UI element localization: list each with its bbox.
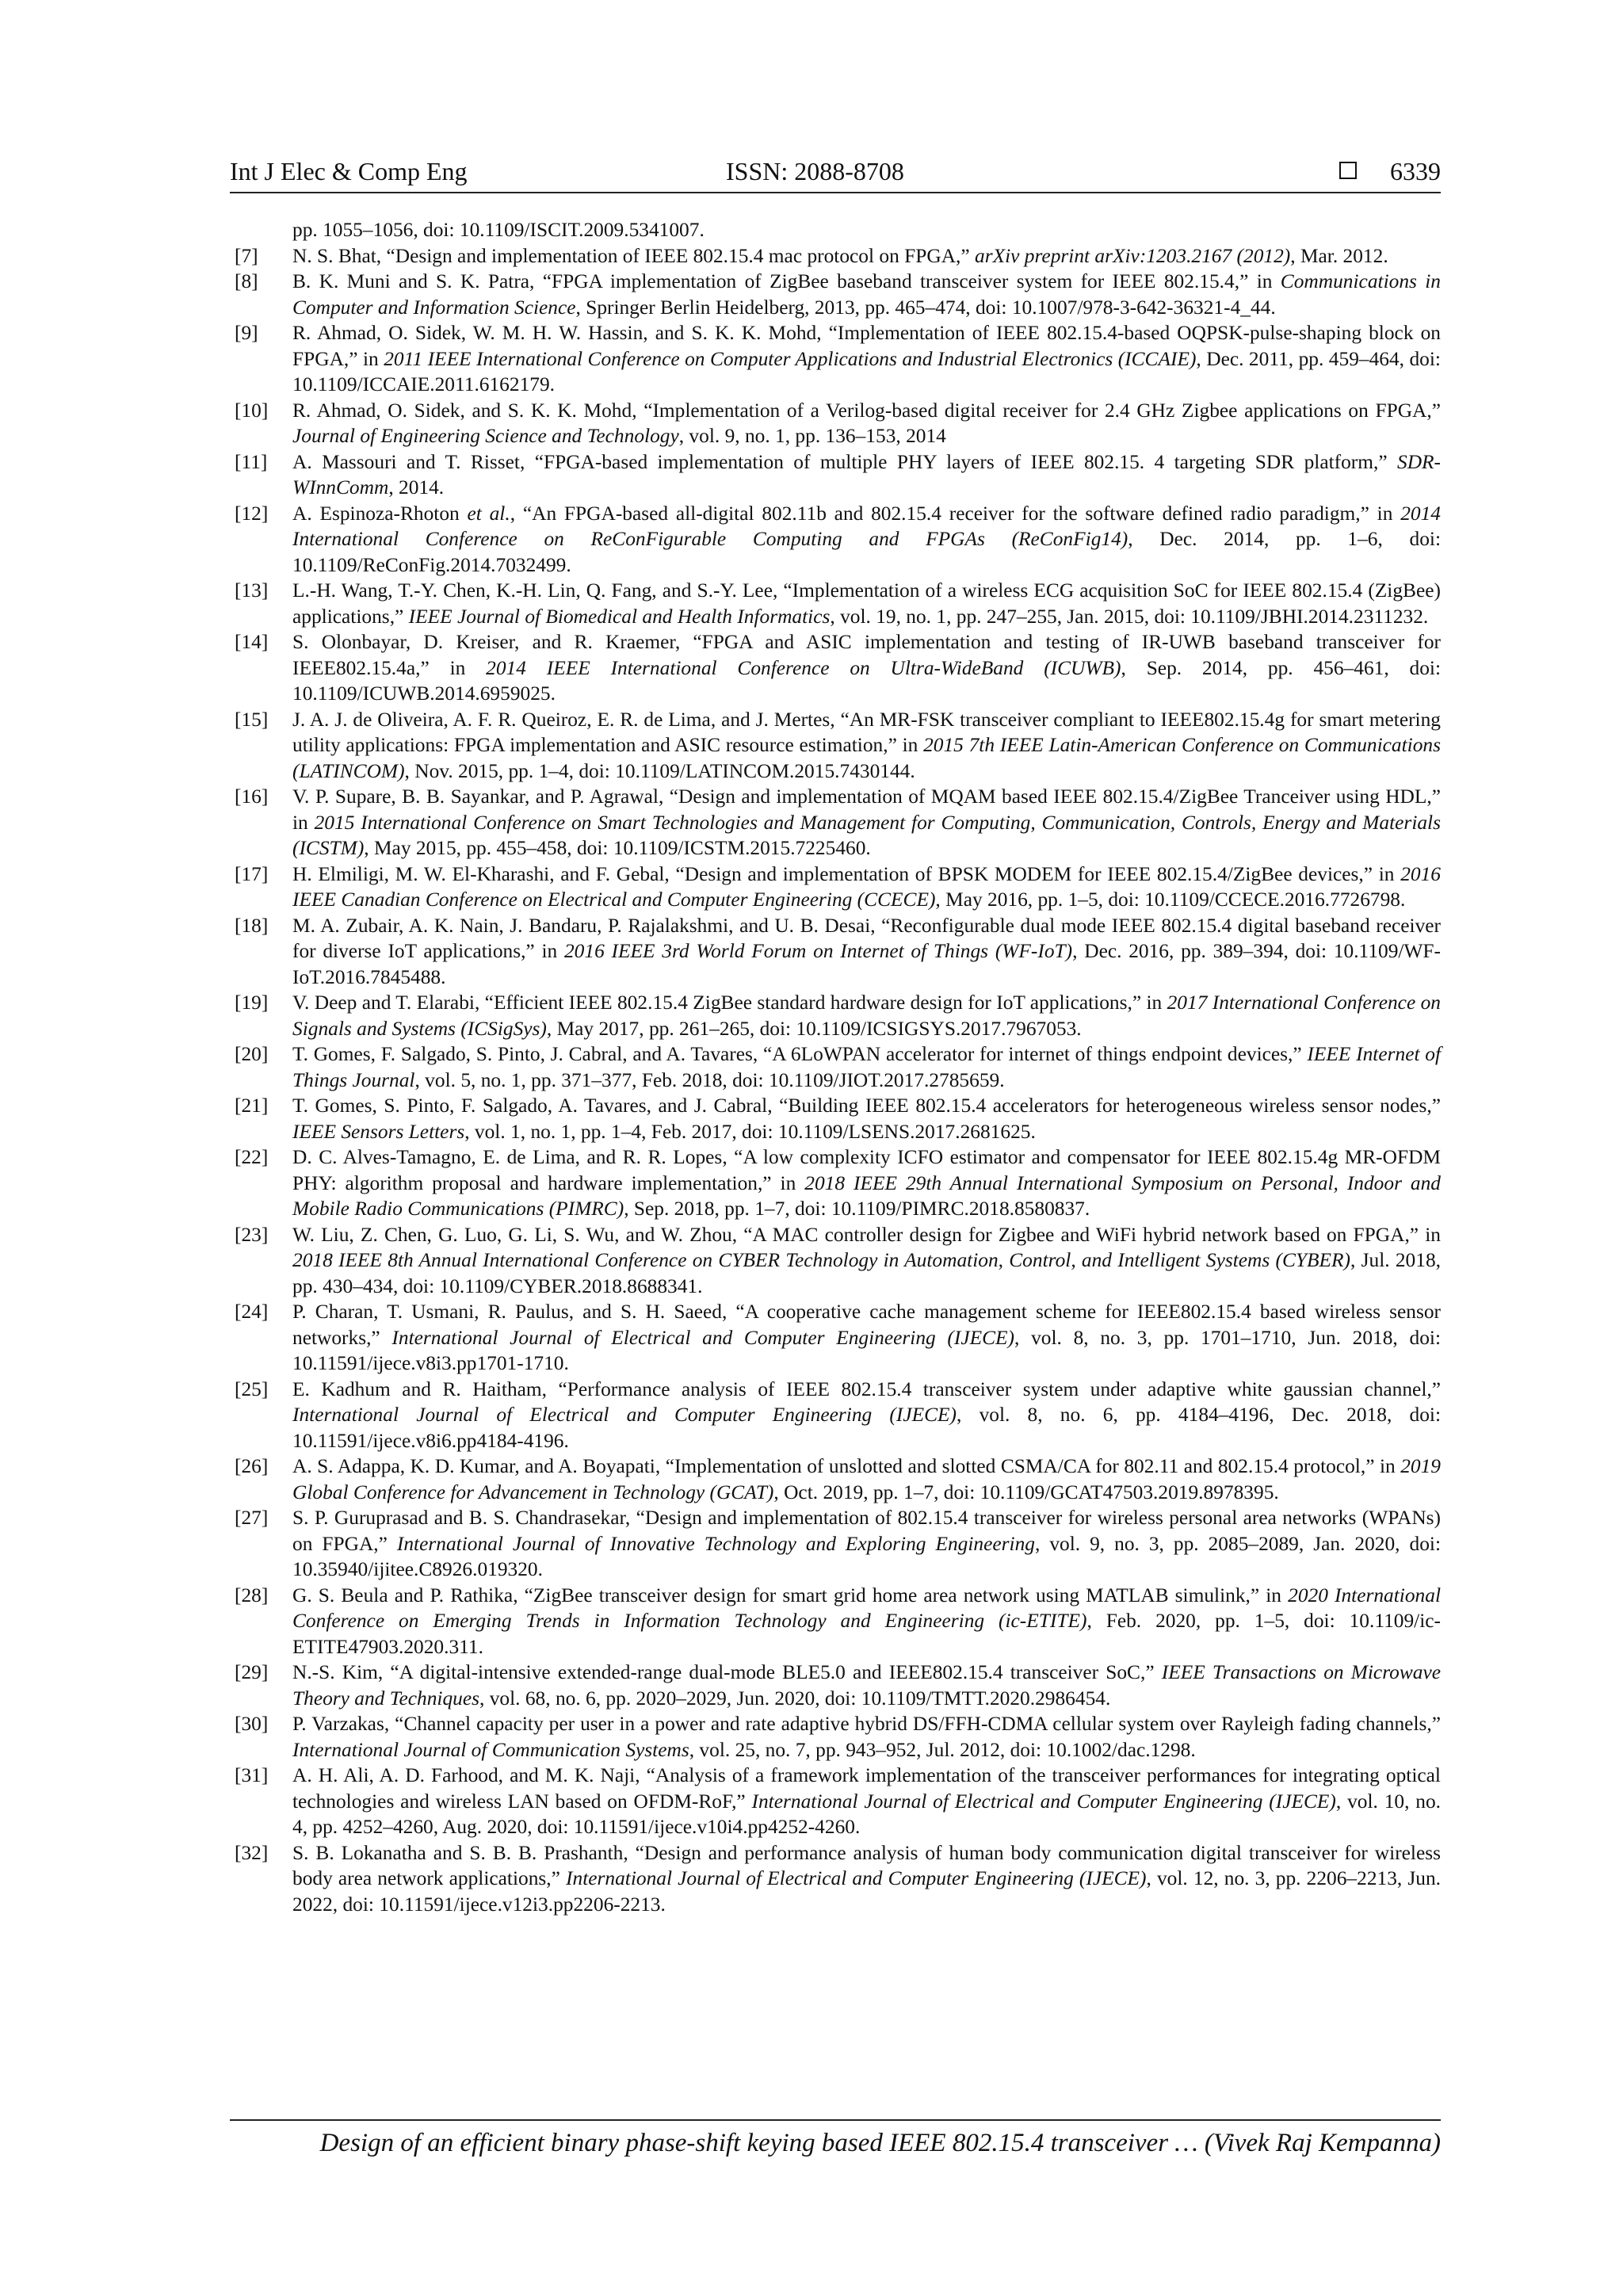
reference-text	[292, 1377, 1441, 1454]
reference-venue: International Journal of Innovative Technology and Exploring Engineering	[396, 1532, 1035, 1555]
reference-segment: , vol. 8, no. 6, pp. 4184–4196, Dec. 2018, doi: 10.11591/ijece.v8i6.pp4184-4196.	[292, 1404, 1441, 1452]
reference-number: [10]	[235, 399, 269, 422]
reference-number: [29]	[235, 1661, 269, 1683]
reference-segment: R. Ahmad, O. Sidek, W. M. H. W. Hassin, and S. K. K. Mohd, “Implementation of IEEE 802.15.4-based OQPSK-pulse-shaping block on FPGA,” in	[292, 322, 1441, 370]
reference-segment: , Jul. 2018, pp. 430–434, doi: 10.1109/CYBER.2018.8688341.	[292, 1249, 1441, 1297]
reference-entry	[230, 243, 1441, 269]
reference-segment: A. S. Adappa, K. D. Kumar, and A. Boyapati, “Implementation of unslotted and slotted CSMA/CA for 802.11 and 802.15.4 protocol,” in	[292, 1455, 1401, 1477]
reference-number: [7]	[235, 244, 258, 267]
reference-segment: L.-H. Wang, T.-Y. Chen, K.-H. Lin, Q. Fang, and S.-Y. Lee, “Implementation of a wireless ECG acquisition SoC for IEEE 802.15.4 (ZigBee) applications,”	[292, 579, 1441, 628]
reference-number: [8]	[235, 270, 258, 292]
reference-venue: International Journal of Electrical and Computer Engineering (IJECE)	[751, 1790, 1336, 1813]
reference-text	[292, 1093, 1441, 1144]
reference-text	[292, 243, 1441, 269]
reference-segment: W. Liu, Z. Chen, G. Luo, G. Li, S. Wu, and W. Zhou, “A MAC controller design for Zigbee and WiFi hybrid network based on FPGA,” in	[292, 1223, 1441, 1246]
reference-segment: V. P. Supare, B. B. Sayankar, and P. Agrawal, “Design and implementation of MQAM based IEEE 802.15.4/ZigBee Tranceiver using HDL,” in	[292, 785, 1441, 834]
reference-text	[292, 1840, 1441, 1918]
reference-number: [18]	[235, 914, 269, 937]
reference-venue: 2019 Global Conference for Advancement in Technology (GCAT)	[292, 1455, 1441, 1503]
reference-venue: arXiv preprint arXiv:1203.2167 (2012)	[975, 244, 1291, 267]
reference-number: [31]	[235, 1764, 269, 1786]
reference-text	[292, 398, 1441, 449]
reference-segment: , vol. 25, no. 7, pp. 943–952, Jul. 2012, doi: 10.1002/dac.1298.	[689, 1738, 1196, 1761]
reference-number: [12]	[235, 502, 269, 525]
reference-text	[292, 1041, 1441, 1093]
reference-entry	[230, 784, 1441, 861]
reference-segment: , vol. 8, no. 3, pp. 1701–1710, Jun. 2018, doi: 10.11591/ijece.v8i3.pp1701-1710.	[292, 1326, 1441, 1374]
reference-venue: 2017 International Conference on Signals and Systems (ICSigSys)	[292, 991, 1441, 1040]
reference-venue: 2018 IEEE 8th Annual International Conference on CYBER Technology in Automation, Control, and Intelligent Systems (CYBER)	[292, 1249, 1351, 1271]
reference-segment: T. Gomes, S. Pinto, F. Salgado, A. Tavares, and J. Cabral, “Building IEEE 802.15.4 accelerators for heterogeneous wireless sensor nodes,”	[292, 1095, 1441, 1117]
reference-number: [13]	[235, 579, 269, 602]
reference-number: [19]	[235, 991, 269, 1014]
reference-text	[292, 1505, 1441, 1583]
reference-segment: A. H. Ali, A. D. Farhood, and M. K. Naji, “Analysis of a framework implementation of the transceiver performances for integrating optical technologies and wireless LAN based on OFDM-RoF,”	[292, 1764, 1441, 1813]
reference-number: [32]	[235, 1841, 269, 1864]
reference-venue: 2015 7th IEEE Latin-American Conference on Communications (LATINCOM)	[292, 734, 1441, 782]
reference-text	[292, 629, 1441, 707]
reference-segment: R. Ahmad, O. Sidek, and S. K. K. Mohd, “Implementation of a Verilog-based digital receiver for 2.4 GHz Zigbee applications on FPGA,”	[292, 399, 1441, 422]
reference-venue: 2015 International Conference on Smart Technologies and Management for Computing, Communication, Controls, Energy and Materials (ICSTM)	[292, 811, 1441, 859]
reference-entry	[230, 449, 1441, 501]
reference-entry	[230, 861, 1441, 913]
reference-segment: , May 2016, pp. 1–5, doi: 10.1109/CCECE.2016.7726798.	[935, 888, 1406, 911]
reference-number: [30]	[235, 1713, 269, 1735]
reference-segment: , vol. 5, no. 1, pp. 371–377, Feb. 2018, doi: 10.1109/JIOT.2017.2785659.	[414, 1068, 1005, 1091]
issn: ISSN: 2088-8708	[726, 157, 904, 185]
reference-entry	[230, 1505, 1441, 1583]
reference-entry	[230, 707, 1441, 785]
reference-venue: IEEE Internet of Things Journal	[292, 1043, 1441, 1091]
page-number: 6339	[1390, 157, 1441, 185]
reference-number: [23]	[235, 1223, 269, 1246]
reference-number: [17]	[235, 862, 269, 885]
reference-venue: International Journal of Communication Systems	[292, 1738, 689, 1761]
reference-entry	[230, 1093, 1441, 1144]
reference-segment: , vol. 10, no. 4, pp. 4252–4260, Aug. 2020, doi: 10.11591/ijece.v10i4.pp4252-4260.	[292, 1790, 1441, 1838]
reference-venue: IEEE Transactions on Microwave Theory and Techniques	[292, 1661, 1441, 1710]
reference-entry	[230, 1763, 1441, 1840]
reference-entry	[230, 990, 1441, 1041]
reference-venue: Communications in Computer and Information Science	[292, 270, 1441, 319]
page-footer	[230, 2119, 1441, 2159]
reference-entry	[230, 1299, 1441, 1377]
page-header	[230, 155, 1441, 193]
reference-segment: V. Deep and T. Elarabi, “Efficient IEEE 802.15.4 ZigBee standard hardware design for IoT applications,” in	[292, 991, 1167, 1014]
reference-number: [28]	[235, 1584, 269, 1606]
reference-text	[292, 1299, 1441, 1377]
reference-segment: H. Elmiligi, M. W. El-Kharashi, and F. Gebal, “Design and implementation of BPSK MODEM for IEEE 802.15.4/ZigBee devices,” in	[292, 862, 1401, 885]
reference-entry	[230, 398, 1441, 449]
reference-segment: , vol. 9, no. 1, pp. 136–153, 2014	[678, 425, 946, 447]
reference-segment: , vol. 68, no. 6, pp. 2020–2029, Jun. 2020, doi: 10.1109/TMTT.2020.2986454.	[479, 1687, 1111, 1710]
reference-segment: N. S. Bhat, “Design and implementation of IEEE 802.15.4 mac protocol on FPGA,”	[292, 244, 976, 267]
reference-number: [22]	[235, 1146, 269, 1168]
reference-venue: et al.	[467, 502, 510, 525]
reference-text	[292, 913, 1441, 991]
reference-segment: , Nov. 2015, pp. 1–4, doi: 10.1109/LATINCOM.2015.7430144.	[404, 759, 915, 782]
reference-text	[292, 1222, 1441, 1300]
reference-segment: D. C. Alves-Tamagno, E. de Lima, and R. R. Lopes, “A low complexity ICFO estimator and compensator for IEEE 802.15.4g MR-OFDM PHY: algorithm proposal and hardware implementation,” in	[292, 1146, 1441, 1194]
reference-venue: 2011 IEEE International Conference on Computer Applications and Industrial Electronics (ICCAIE)	[384, 347, 1197, 370]
reference-entry	[230, 501, 1441, 579]
reference-segment: J. A. J. de Oliveira, A. F. R. Queiroz, E. R. de Lima, and J. Mertes, “An MR-FSK transceiver compliant to IEEE802.15.4g for smart metering utility applications: FPGA implementation and ASIC resource estimation,” in	[292, 708, 1441, 756]
reference-segment: , Sep. 2014, pp. 456–461, doi: 10.1109/ICUWB.2014.6959025.	[292, 656, 1442, 705]
reference-venue: SDR-WInnComm	[292, 450, 1441, 499]
reference-entry	[230, 1711, 1441, 1763]
reference-venue: 2016 IEEE Canadian Conference on Electrical and Computer Engineering (CCECE)	[292, 862, 1441, 911]
reference-entry	[230, 578, 1441, 629]
square-bullet-icon	[1339, 162, 1357, 179]
reference-text	[292, 269, 1441, 320]
reference-venue: 2014 IEEE International Conference on Ultra-WideBand (ICUWB)	[486, 656, 1121, 679]
reference-entry	[230, 1222, 1441, 1300]
reference-entry	[230, 1144, 1441, 1222]
reference-segment: , Mar. 2012.	[1290, 244, 1388, 267]
reference-number: [15]	[235, 708, 269, 731]
reference-segment: T. Gomes, F. Salgado, S. Pinto, J. Cabral, and A. Tavares, “A 6LoWPAN accelerator for internet of things endpoint devices,”	[292, 1043, 1308, 1065]
reference-number: [26]	[235, 1455, 269, 1477]
reference-segment: , Dec. 2011, pp. 459–464, doi: 10.1109/ICCAIE.2011.6162179.	[292, 347, 1441, 395]
reference-entry	[230, 269, 1441, 320]
page-number-group	[1339, 155, 1441, 187]
reference-text	[292, 1660, 1441, 1711]
reference-segment: , Dec. 2014, pp. 1–6, doi: 10.1109/ReConFig.2014.7032499.	[292, 528, 1442, 576]
reference-number: [14]	[235, 631, 269, 653]
reference-text	[292, 501, 1441, 579]
reference-venue: International Journal of Electrical and Computer Engineering (IJECE)	[566, 1867, 1147, 1889]
reference-number: [20]	[235, 1043, 269, 1065]
reference-entry	[230, 913, 1441, 991]
running-title: Design of an efficient binary phase-shift keying based IEEE 802.15.4 transceiver … (Vivek Raj Kempanna)	[319, 2129, 1441, 2157]
reference-text	[292, 861, 1441, 913]
reference-segment: S. B. Lokanatha and S. B. B. Prashanth, “Design and performance analysis of human body communication digital transceiver for wireless body area network applications,”	[292, 1841, 1441, 1889]
reference-text	[292, 990, 1441, 1041]
reference-venue: IEEE Sensors Letters	[292, 1120, 465, 1143]
reference-venue: International Journal of Electrical and Computer Engineering (IJECE)	[292, 1404, 957, 1426]
reference-segment: A. Massouri and T. Risset, “FPGA-based implementation of multiple PHY layers of IEEE 802.15. 4 targeting SDR platform,”	[292, 450, 1397, 473]
reference-venue: 2016 IEEE 3rd World Forum on Internet of Things (WF-IoT)	[563, 940, 1073, 962]
reference-segment: , “An FPGA-based all-digital 802.11b and 802.15.4 receiver for the software defined radio paradigm,” in	[510, 502, 1401, 525]
reference-segment: A. Espinoza-Rhoton	[292, 502, 468, 525]
reference-segment: , May 2017, pp. 261–265, doi: 10.1109/ICSIGSYS.2017.7967053.	[546, 1017, 1082, 1040]
reference-segment: , May 2015, pp. 455–458, doi: 10.1109/ICSTM.2015.7225460.	[364, 837, 871, 859]
reference-segment: , Springer Berlin Heidelberg, 2013, pp. 465–474, doi: 10.1007/978-3-642-36321-4_44.	[575, 296, 1276, 319]
reference-text	[292, 1711, 1441, 1763]
reference-text	[292, 1763, 1441, 1840]
reference-venue: IEEE Journal of Biomedical and Health Informatics	[408, 605, 831, 628]
reference-segment: G. S. Beula and P. Rathika, “ZigBee transceiver design for smart grid home area network using MATLAB simulink,” in	[292, 1584, 1289, 1606]
reference-segment: E. Kadhum and R. Haitham, “Performance analysis of IEEE 802.15.4 transceiver system under adaptive white gaussian channel,”	[292, 1377, 1441, 1400]
reference-number: [25]	[235, 1377, 269, 1400]
reference-entry	[230, 1660, 1441, 1711]
reference-segment: M. A. Zubair, A. K. Nain, J. Bandaru, P. Rajalakshmi, and U. B. Desai, “Reconfigurable dual mode IEEE 802.15.4 digital baseband receiver for diverse IoT applications,” in	[292, 914, 1441, 962]
journal-name: Int J Elec & Comp Eng	[230, 157, 468, 185]
reference-venue: 2014 International Conference on ReConFigurable Computing and FPGAs (ReConFig14)	[292, 502, 1441, 550]
reference-segment: , 2014.	[388, 476, 445, 499]
reference-segment: , Feb. 2020, pp. 1–5, doi: 10.1109/ic-ETITE47903.2020.311.	[292, 1610, 1441, 1658]
reference-entries	[230, 243, 1441, 1918]
reference-entry	[230, 1840, 1441, 1918]
reference-text	[292, 784, 1441, 861]
reference-text	[292, 449, 1441, 501]
reference-segment: S. P. Guruprasad and B. S. Chandrasekar, “Design and implementation of 802.15.4 transceiver for wireless personal area networks (WPANs) on FPGA,”	[292, 1507, 1441, 1555]
reference-entry	[230, 1454, 1441, 1505]
reference-segment: , vol. 12, no. 3, pp. 2206–2213, Jun. 2022, doi: 10.11591/ijece.v12i3.pp2206-2213.	[292, 1867, 1441, 1916]
reference-text	[292, 578, 1441, 629]
reference-venue: Journal of Engineering Science and Technology	[292, 425, 679, 447]
reference-list	[230, 217, 1441, 1917]
reference-continuation: pp. 1055–1056, doi: 10.1109/ISCIT.2009.5341007.	[292, 219, 705, 241]
reference-text	[292, 1454, 1441, 1505]
reference-text	[292, 1144, 1441, 1222]
reference-text	[292, 707, 1441, 785]
reference-segment: , vol. 1, no. 1, pp. 1–4, Feb. 2017, doi: 10.1109/LSENS.2017.2681625.	[464, 1120, 1036, 1143]
reference-number: [27]	[235, 1507, 269, 1529]
reference-number: [9]	[235, 322, 258, 344]
reference-number: [24]	[235, 1301, 269, 1323]
reference-entry	[230, 1583, 1441, 1660]
reference-segment: B. K. Muni and S. K. Patra, “FPGA implementation of ZigBee baseband transceiver system for IEEE 802.15.4,” in	[292, 270, 1281, 292]
reference-segment: , vol. 9, no. 3, pp. 2085–2089, Jan. 2020, doi: 10.35940/ijitee.C8926.019320.	[292, 1532, 1441, 1580]
reference-segment: , Sep. 2018, pp. 1–7, doi: 10.1109/PIMRC.2018.8580837.	[624, 1198, 1090, 1220]
reference-number: [21]	[235, 1095, 269, 1117]
reference-number: [16]	[235, 785, 269, 808]
reference-segment: P. Charan, T. Usmani, R. Paulus, and S. H. Saeed, “A cooperative cache management scheme for IEEE802.15.4 based wireless sensor networks,”	[292, 1301, 1441, 1349]
reference-venue: 2020 International Conference on Emerging Trends in Information Technology and Engineering (ic-ETITE)	[292, 1584, 1442, 1632]
reference-entry	[230, 1377, 1441, 1454]
reference-text	[292, 1583, 1441, 1660]
reference-segment: , Oct. 2019, pp. 1–7, doi: 10.1109/GCAT47503.2019.8978395.	[773, 1480, 1279, 1503]
reference-segment: N.-S. Kim, “A digital-intensive extended-range dual-mode BLE5.0 and IEEE802.15.4 transceiver SoC,”	[292, 1661, 1162, 1683]
reference-text	[292, 320, 1441, 398]
reference-entry	[230, 629, 1441, 707]
reference-venue: 2018 IEEE 29th Annual International Symposium on Personal, Indoor and Mobile Radio Communications (PIMRC)	[292, 1171, 1442, 1220]
reference-segment: , Dec. 2016, pp. 389–394, doi: 10.1109/WF-IoT.2016.7845488.	[292, 940, 1441, 988]
reference-segment: , vol. 19, no. 1, pp. 247–255, Jan. 2015, doi: 10.1109/JBHI.2014.2311232.	[830, 605, 1429, 628]
reference-entry	[230, 1041, 1441, 1093]
reference-segment: S. Olonbayar, D. Kreiser, and R. Kraemer, “FPGA and ASIC implementation and testing of IR-UWB baseband transceiver for IEEE802.15.4a,” in	[292, 631, 1441, 679]
reference-segment: P. Varzakas, “Channel capacity per user in a power and rate adaptive hybrid DS/FFH-CDMA cellular system over Rayleigh fading channels,”	[292, 1713, 1441, 1735]
reference-number: [11]	[235, 450, 268, 473]
reference-venue: International Journal of Electrical and Computer Engineering (IJECE)	[391, 1326, 1015, 1349]
reference-entry	[230, 320, 1441, 398]
